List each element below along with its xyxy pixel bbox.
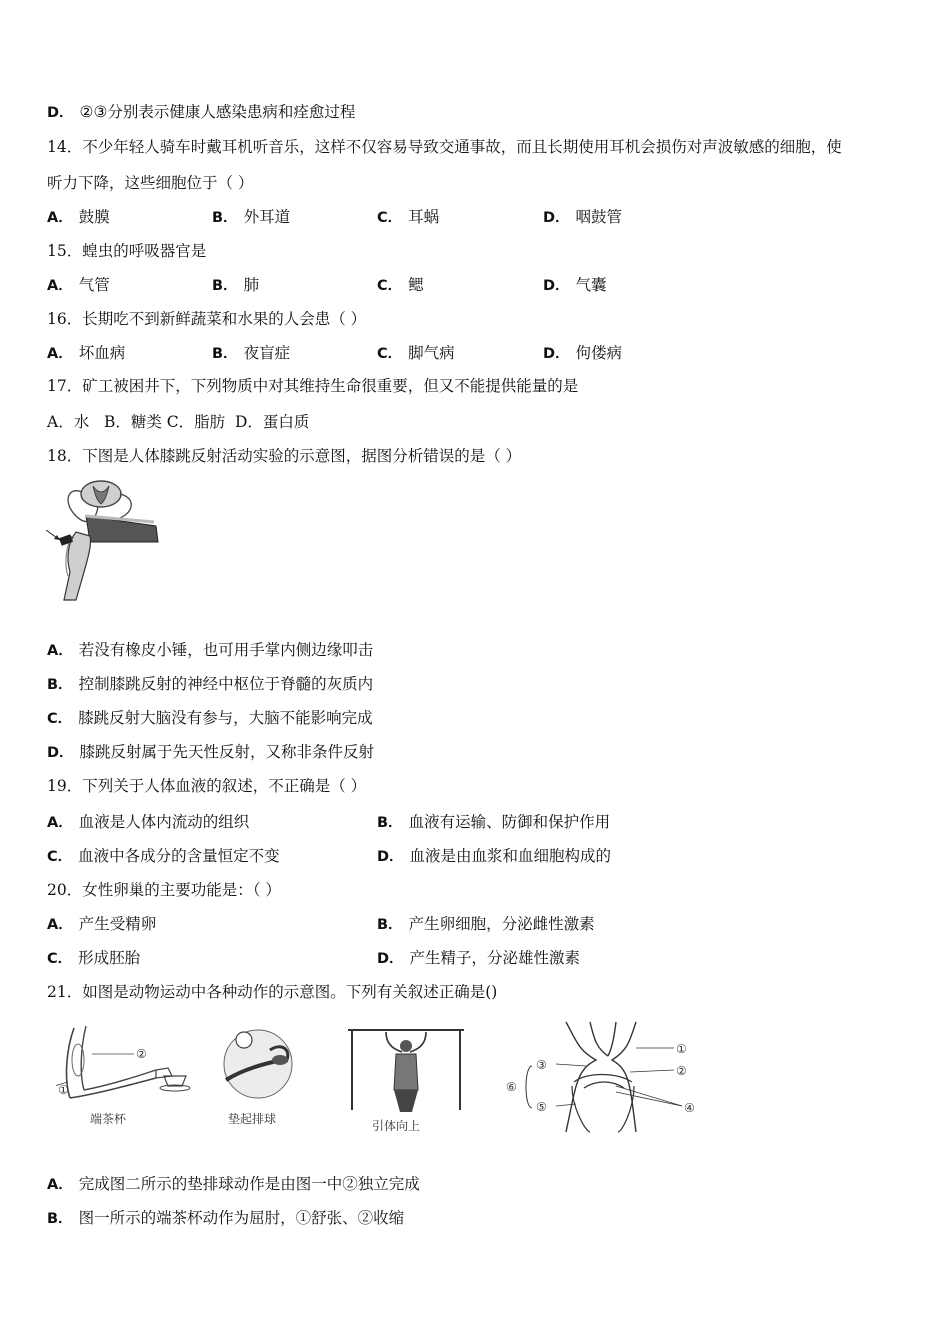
q21-option-a: A． 完成图二所示的垫排球动作是由图一中②独立完成 bbox=[47, 1175, 420, 1193]
q15-option-a: A． 气管 bbox=[47, 276, 110, 294]
joint-label-4: ④ bbox=[684, 1101, 695, 1115]
q21-stem: 21．如图是动物运动中各种动作的示意图。下列有关叙述正确是() bbox=[47, 983, 498, 1001]
q20-stem: 20．女性卵巢的主要功能是：（ ） bbox=[47, 881, 281, 899]
fig1-label-2: ② bbox=[136, 1047, 147, 1061]
volleyball-figure bbox=[224, 1030, 292, 1126]
q14-option-c: C． 耳蜗 bbox=[377, 208, 440, 226]
joint-label-5: ⑤ bbox=[536, 1100, 547, 1114]
q19-option-c: C． 血液中各成分的含量恒定不变 bbox=[47, 847, 280, 865]
q20-option-d: D． 产生精子，分泌雄性激素 bbox=[377, 949, 581, 967]
q18-option-b: B． 控制膝跳反射的神经中枢位于脊髓的灰质内 bbox=[47, 675, 374, 693]
q20-option-c: C． 形成胚胎 bbox=[47, 949, 141, 967]
q19-stem: 19．下列关于人体血液的叙述，不正确是（ ） bbox=[47, 777, 367, 795]
q16-option-b: B． 夜盲症 bbox=[212, 344, 291, 362]
q19-option-b: B． 血液有运输、防御和保护作用 bbox=[377, 813, 611, 831]
pullup-figure bbox=[348, 1030, 464, 1133]
q14-stem-line1: 14．不少年轻人骑车时戴耳机听音乐，这样不仅容易导致交通事故，而且长期使用耳机会损伤对声波敏感的细胞，使 bbox=[47, 138, 842, 156]
q18-option-a: A． 若没有橡皮小锤，也可用手掌内侧边缘叩击 bbox=[47, 641, 374, 659]
q16-option-d: D． 佝偻病 bbox=[543, 344, 623, 362]
q15-option-b: B． 肺 bbox=[212, 276, 260, 294]
q19-option-d: D． 血液是由血浆和血细胞构成的 bbox=[377, 847, 612, 865]
q18-stem: 18．下图是人体膝跳反射活动实验的示意图，据图分析错误的是（ ） bbox=[47, 447, 522, 465]
q14-option-b: B． 外耳道 bbox=[212, 208, 291, 226]
q15-stem: 15．蝗虫的呼吸器官是 bbox=[47, 242, 207, 260]
q16-stem: 16．长期吃不到新鲜蔬菜和水果的人会患（ ） bbox=[47, 310, 367, 328]
q20-option-b: B． 产生卵细胞，分泌雌性激素 bbox=[377, 915, 595, 933]
q15-option-c: C． 鳃 bbox=[377, 276, 424, 294]
q16-option-c: C． 脚气病 bbox=[377, 344, 455, 362]
q13-option-d: D． ②③分别表示健康人感染患病和痊愈过程 bbox=[47, 103, 356, 121]
q14-stem-line2: 听力下降，这些细胞位于（ ） bbox=[47, 174, 254, 192]
caption-teacup: 端茶杯 bbox=[90, 1112, 127, 1126]
q21-option-b: B． 图一所示的端茶杯动作为屈肘，①舒张、②收缩 bbox=[47, 1209, 405, 1227]
q14-option-a: A． 鼓膜 bbox=[47, 208, 110, 226]
q17-stem: 17．矿工被困井下，下列物质中对其维持生命很重要，但又不能提供能量的是 bbox=[47, 377, 579, 395]
arm-teacup-figure bbox=[56, 1026, 190, 1126]
movement-figures bbox=[56, 1020, 716, 1140]
q15-option-d: D． 气囊 bbox=[543, 276, 607, 294]
q16-option-a: A． 坏血病 bbox=[47, 344, 126, 362]
q18-option-d: D． 膝跳反射属于先天性反射，又称非条件反射 bbox=[47, 743, 375, 761]
joint-structure-figure bbox=[506, 1022, 695, 1132]
joint-label-3: ③ bbox=[536, 1058, 547, 1072]
knee-reflex-figure bbox=[46, 476, 162, 604]
caption-volleyball: 垫起排球 bbox=[228, 1112, 277, 1126]
q14-option-d: D． 咽鼓管 bbox=[543, 208, 623, 226]
q19-option-a: A． 血液是人体内流动的组织 bbox=[47, 813, 250, 831]
joint-label-1: ① bbox=[676, 1042, 687, 1056]
joint-label-2: ② bbox=[676, 1064, 687, 1078]
caption-pullup: 引体向上 bbox=[372, 1119, 421, 1133]
joint-label-6: ⑥ bbox=[506, 1080, 517, 1094]
fig1-label-1: ① bbox=[58, 1083, 69, 1097]
q17-options: A．水 B．糖类 C．脂肪 D．蛋白质 bbox=[47, 413, 310, 431]
q18-option-c: C． 膝跳反射大脑没有参与，大脑不能影响完成 bbox=[47, 709, 373, 727]
q20-option-a: A． 产生受精卵 bbox=[47, 915, 157, 933]
